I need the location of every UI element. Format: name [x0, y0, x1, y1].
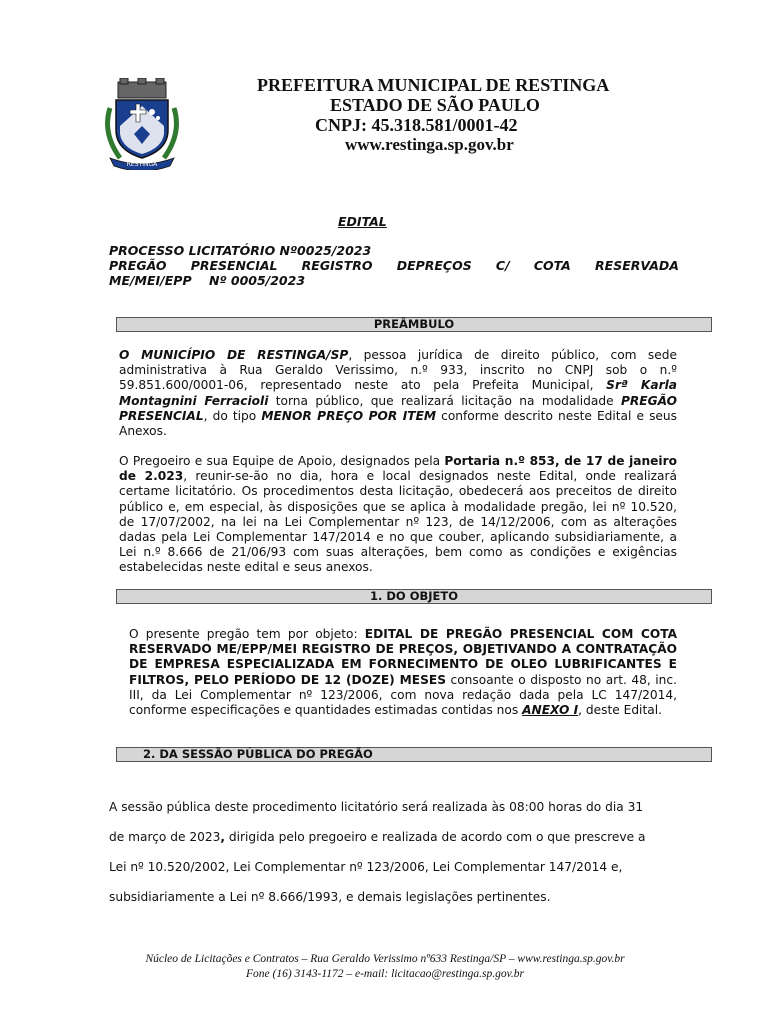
section-title: 1. DO OBJETO: [370, 589, 458, 603]
section-title: 2. DA SESSÃO PÚBLICA DO PREGÃO: [143, 747, 373, 761]
municipio-name: O MUNICÍPIO DE RESTINGA/SP: [119, 348, 349, 362]
modality-word: PRESENCIAL: [190, 258, 278, 273]
preambulo-paragraph-1: O MUNICÍPIO DE RESTINGA/SP, pessoa jurídica de direito público, com sede administrativa à Rua Geraldo Verissimo, n.º 933, inscrito no CNPJ sob o n.º 59.851.600/0001-06, representado neste ato pela Prefeita Municipal, Srª Karla Montagnini Ferracioli torna público, que realizará licitação na modalidade PREGÃO PRESENCIAL, do tipo MENOR PREÇO POR ITEM conforme descrito neste Edital e seus Anexos.: [119, 348, 678, 439]
section-header-sessao: [116, 747, 712, 762]
modality-word: RESERVADA: [595, 258, 679, 273]
portaria-reference: Portaria n.º 853, de 17 de janeiro de 2.023: [119, 454, 677, 484]
footer-address: Núcleo de Licitações e Contratos – Rua Geraldo Verissimo nº633 Restinga/SP – www.restinga.sp.gov.br: [145, 953, 625, 965]
modality-word: DEPREÇOS: [396, 258, 472, 273]
sessao-line: de março de 2023, dirigida pelo pregoeiro e realizada de acordo com o que prescreve a: [109, 830, 646, 844]
document-title: EDITAL: [338, 214, 387, 229]
municipal-crest-logo: [100, 78, 184, 170]
award-type: MENOR PREÇO POR ITEM: [261, 408, 437, 423]
sessao-line: subsidiariamente a Lei nº 8.666/1993, e demais legislações pertinentes.: [109, 890, 551, 904]
modality-word: COTA: [533, 258, 571, 273]
anexo-reference: ANEXO I: [522, 703, 579, 718]
process-number: PROCESSO LICITATÓRIO Nº0025/2023: [109, 243, 372, 258]
modality-word: PREGÃO: [109, 258, 167, 273]
objeto-paragraph: O presente pregão tem por objeto: EDITAL DE PREGÃO PRESENCIAL COM COTA RESERVADO ME/EPP/MEI REGISTRO DE PREÇOS, OBJETIVANDO A CONTRATAÇÃO DE EMPRESA ESPECIALIZADA EM FORNECIMENTO DE OLEO LUBRIFICANTES E FILTROS, PELO PERÍODO DE 12 (DOZE) MESES consoante o disposto no art. 48, inc. III, da Lei Complementar nº 123/2006, com nova redação dada pela LC 147/2014, conforme especificações e quantidades estimadas contidas nos ANEXO I, deste Edital.: [129, 627, 677, 718]
header-website: www.restinga.sp.gov.br: [345, 135, 514, 154]
crest-ribbon-text: RESTINGA: [126, 161, 158, 168]
sessao-line: Lei nº 10.520/2002, Lei Complementar nº 123/2006, Lei Complementar 147/2014 e,: [109, 860, 623, 874]
process-modality-line: [109, 258, 679, 273]
header-title: PREFEITURA MUNICIPAL DE RESTINGA: [257, 75, 610, 95]
header-cnpj: CNPJ: 45.318.581/0001-42: [315, 115, 518, 135]
section-header-preambulo: [116, 317, 712, 332]
preambulo-paragraph-2: O Pregoeiro e sua Equipe de Apoio, designados pela Portaria n.º 853, de 17 de janeiro de 2.023, reunir-se-ão no dia, hora e local designados neste Edital, onde realizará certame licitatório. Os procedimentos desta licitação, obedecerá aos preceitos de direito público e, em especial, às disposições que se aplica à modalidade pregão, lei nº 10.520, de 17/07/2002, na lei na Lei Complementar nº 123, de 14/12/2006, com as alterações dadas pela Lei Complementar 147/2014 e no que couber, aplicando subsidiariamente, a Lei n.º 8.666 de 21/06/93 com suas alterações, bem como as condições e exigências estabelecidas neste edital e seus anexos.: [119, 454, 677, 575]
modality-word: REGISTRO: [301, 258, 373, 273]
process-pregao-number: ME/MEI/EPP Nº 0005/2023: [109, 273, 306, 288]
header-state: ESTADO DE SÃO PAULO: [330, 95, 540, 115]
objeto-description: EDITAL DE PREGÃO PRESENCIAL COM COTA RESERVADO ME/EPP/MEI REGISTRO DE PREÇOS, OBJETIVANDO A CONTRATAÇÃO DE EMPRESA ESPECIALIZADA EM FORNECIMENTO DE OLEO LUBRIFICANTES E FILTROS, PELO PERÍODO DE 12 (DOZE) MESES: [129, 627, 677, 687]
sessao-line: A sessão pública deste procedimento licitatório será realizada às 08:00 horas do dia 31: [109, 800, 644, 814]
section-title: PREÂMBULO: [373, 317, 455, 331]
mayor-name: Srª Karla Montagnini Ferracioli: [119, 378, 677, 408]
modality-word: C/: [495, 258, 510, 273]
footer-contact: Fone (16) 3143-1172 – e-mail: licitacao@restinga.sp.gov.br: [245, 968, 524, 980]
modality: PREGÃO PRESENCIAL: [119, 393, 678, 423]
section-header-objeto: [116, 589, 712, 604]
